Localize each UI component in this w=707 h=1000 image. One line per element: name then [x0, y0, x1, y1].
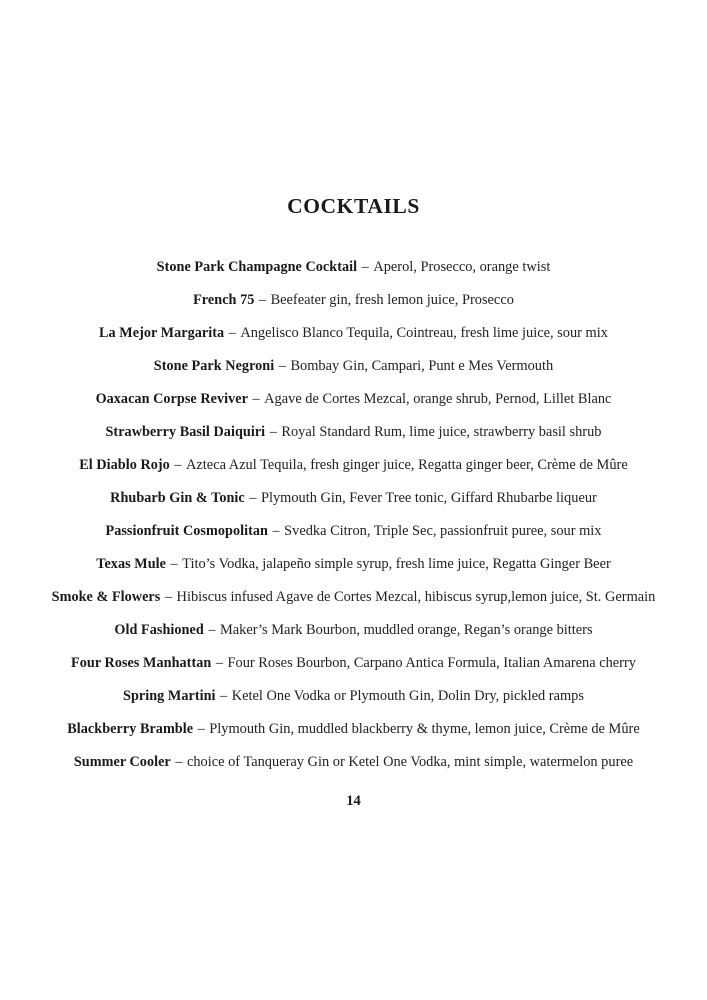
name-description-separator: –: [166, 555, 182, 572]
cocktail-name: El Diablo Rojo: [79, 456, 170, 473]
cocktail-name: La Mejor Margarita: [99, 324, 225, 341]
cocktail-name: Rhubarb Gin & Tonic: [110, 489, 245, 506]
cocktail-description: Tito’s Vodka, jalapeño simple syrup, fresh lime juice, Regatta Ginger Beer: [182, 555, 611, 572]
name-description-separator: –: [245, 489, 260, 506]
name-description-separator: –: [212, 654, 227, 671]
cocktail-name: Old Fashioned: [114, 621, 204, 638]
list-item: [0, 491, 707, 505]
cocktail-description: Angelisco Blanco Tequila, Cointreau, fresh lime juice, sour mix: [240, 324, 608, 341]
cocktail-name: Smoke & Flowers: [51, 588, 161, 605]
list-item: [0, 293, 707, 307]
cocktail-name: Passionfruit Cosmopolitan: [105, 522, 268, 539]
list-item: [0, 392, 707, 406]
name-description-separator: –: [268, 522, 284, 539]
cocktail-description: Beefeater gin, fresh lemon juice, Prosecco: [270, 291, 514, 308]
name-description-separator: –: [204, 621, 219, 638]
cocktail-name: Summer Cooler: [73, 753, 171, 770]
page-number: 14: [346, 793, 361, 809]
cocktail-name: Strawberry Basil Daiquiri: [105, 423, 266, 440]
cocktail-description: Maker’s Mark Bourbon, muddled orange, Regan’s orange bitters: [219, 621, 593, 638]
cocktail-name: Blackberry Bramble: [67, 720, 194, 737]
cocktail-name: Stone Park Champagne Cocktail: [156, 258, 358, 275]
cocktail-description: Ketel One Vodka or Plymouth Gin, Dolin Dry, pickled ramps: [231, 687, 584, 704]
cocktail-name: Four Roses Manhattan: [71, 654, 212, 671]
name-description-separator: –: [225, 324, 240, 341]
list-item: [0, 623, 707, 637]
cocktail-name: French 75: [193, 291, 255, 308]
cocktail-description: Azteca Azul Tequila, fresh ginger juice, Regatta ginger beer, Crème de Mûre: [186, 456, 628, 473]
cocktail-description: Agave de Cortes Mezcal, orange shrub, Pernod, Lillet Blanc: [264, 390, 612, 407]
name-description-separator: –: [170, 456, 186, 473]
list-item: [0, 359, 707, 373]
cocktail-name: Oaxacan Corpse Reviver: [95, 390, 248, 407]
list-item: [0, 425, 707, 439]
cocktail-name: Stone Park Negroni: [153, 357, 275, 374]
name-description-separator: –: [255, 291, 270, 308]
name-description-separator: –: [161, 588, 176, 605]
cocktail-description: Bombay Gin, Campari, Punt e Mes Vermouth: [290, 357, 554, 374]
list-item: [0, 755, 707, 769]
list-item: [0, 689, 707, 703]
cocktail-list: [0, 260, 707, 769]
cocktail-description: Hibiscus infused Agave de Cortes Mezcal, hibiscus syrup,lemon juice, St. Germain: [176, 588, 656, 605]
list-item: [0, 656, 707, 670]
cocktail-description: Royal Standard Rum, lime juice, strawberry basil shrub: [281, 423, 602, 440]
list-item: [0, 722, 707, 736]
cocktail-description: Plymouth Gin, Fever Tree tonic, Giffard Rhubarbe liqueur: [260, 489, 597, 506]
page-title: COCKTAILS: [287, 194, 420, 218]
cocktail-description: Plymouth Gin, muddled blackberry & thyme, lemon juice, Crème de Mûre: [209, 720, 640, 737]
list-item: [0, 260, 707, 274]
cocktail-description: Aperol, Prosecco, orange twist: [373, 258, 551, 275]
name-description-separator: –: [194, 720, 209, 737]
name-description-separator: –: [248, 390, 264, 407]
list-item: [0, 524, 707, 538]
cocktail-description: Svedka Citron, Triple Sec, passionfruit puree, sour mix: [284, 522, 602, 539]
list-item: [0, 326, 707, 340]
cocktail-name: Spring Martini: [123, 687, 216, 704]
cocktail-name: Texas Mule: [96, 555, 166, 572]
name-description-separator: –: [216, 687, 231, 704]
cocktail-description: Four Roses Bourbon, Carpano Antica Formula, Italian Amarena cherry: [227, 654, 636, 671]
list-item: [0, 590, 707, 604]
name-description-separator: –: [275, 357, 290, 374]
name-description-separator: –: [358, 258, 373, 275]
list-item: [0, 557, 707, 571]
name-description-separator: –: [266, 423, 281, 440]
cocktails-section: [0, 196, 707, 788]
cocktail-description: choice of Tanqueray Gin or Ketel One Vodka, mint simple, watermelon puree: [186, 753, 634, 770]
list-item: [0, 458, 707, 472]
name-description-separator: –: [171, 753, 186, 770]
